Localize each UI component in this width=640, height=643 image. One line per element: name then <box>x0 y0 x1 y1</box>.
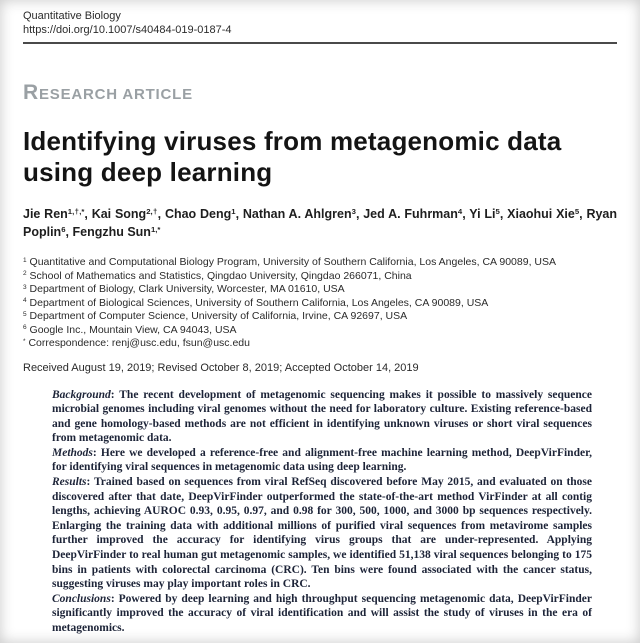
abstract-section-label: Conclusions <box>52 592 111 605</box>
abstract <box>52 388 592 636</box>
affiliation-line: $^2$ School of Mathematics and Statistics, Qingdao University, Qingdao 266071, China <box>23 269 412 282</box>
abstract-section-label: Methods <box>52 446 93 459</box>
author-name: Jie Ren$^{1,\dagger,*}$, <box>23 207 88 221</box>
abstract-paragraph: Background: The recent development of metagenomic sequencing makes it possible to massively sequence microbial genomes including viral genomes without the need for laboratory culture. Existing reference-based and gene homology-based methods are not efficient in identifying unknown viruses or short viral sequences from metagenomic data. <box>52 388 592 445</box>
author-name: Kai Song$^{2,\dagger}$, <box>91 207 162 221</box>
header-rule <box>23 42 617 44</box>
author-name: Xiaohui Xie$^5$, <box>507 207 583 221</box>
article-type-label: RESEARCH ARTICLE <box>23 81 193 104</box>
affiliation-line: $^6$ Google Inc., Mountain View, CA 94043, USA <box>23 323 237 336</box>
affiliation-line: * Correspondence: renj@usc.edu, fsun@usc.edu <box>23 337 250 349</box>
author-list <box>23 205 617 241</box>
author-name: Fengzhu Sun$^{1,*}$ <box>72 225 161 239</box>
abstract-paragraph: Results: Trained based on sequences from viral RefSeq discovered before May 2015, and evaluated on those discovered after that date, DeepVirFinder outperformed the state-of-the-art method VirFinder at all contig lengths, achieving AUROC 0.93, 0.95, 0.97, and 0.98 for 300, 500, 1000, and 3000 bp sequences respectively. Enlarging the training data with additional millions of purified viral sequences from metavirome samples further improved the accuracy for identifying virus groups that are under-represented. Applying DeepVirFinder to real human gut metagenomic samples, we identified 51,138 viral sequences belonging to 175 bins in patients with colorectal carcinoma (CRC). Ten bins were found associated with the cancer status, suggesting viruses may play important roles in CRC. <box>52 476 592 591</box>
abstract-section-label: Background <box>52 388 111 401</box>
affiliation-list <box>23 256 617 351</box>
article-title: Identifying viruses from metagenomic data using deep learning <box>23 126 562 187</box>
affiliation-line: $^5$ Department of Computer Science, University of California, Irvine, CA 92697, USA <box>23 310 408 322</box>
author-name: Yi Li$^5$, <box>469 207 504 221</box>
author-name: Nathan A. Ahlgren$^3$, <box>242 207 360 221</box>
journal-header <box>23 9 617 44</box>
journal-doi: https://doi.org/10.1007/s40484-019-0187-4 <box>23 24 232 36</box>
affiliation-line: $^1$ Quantitative and Computational Biology Program, University of Southern California, Los Angeles, CA 90089, USA <box>23 256 556 268</box>
abstract-section-label: Results <box>52 476 87 489</box>
abstract-paragraph: Methods: Here we developed a reference-free and alignment-free machine learning method, DeepVirFinder, for identifying viral sequences in metagenomic data using deep learning. <box>52 446 592 474</box>
author-name: Ryan Poplin$^6$, <box>23 207 618 239</box>
author-name: Jed A. Fuhrman$^4$, <box>363 207 466 221</box>
journal-name: Quantitative Biology <box>23 10 121 22</box>
received-revised-accepted-dates: Received August 19, 2019; Revised October 8, 2019; Accepted October 14, 2019 <box>23 361 419 374</box>
affiliation-line: $^3$ Department of Biology, Clark University, Worcester, MA 01610, USA <box>23 283 345 295</box>
abstract-paragraph: Conclusions: Powered by deep learning and high throughput sequencing metagenomic data, DeepVirFinder significantly improved the accuracy of viral identification and will assist the study of viruses in the era of metagenomics. <box>52 592 592 634</box>
affiliation-line: $^4$ Department of Biological Sciences, University of Southern California, Los Angeles, CA 90089, USA <box>23 296 489 309</box>
author-name: Chao Deng$^1$, <box>164 207 240 221</box>
